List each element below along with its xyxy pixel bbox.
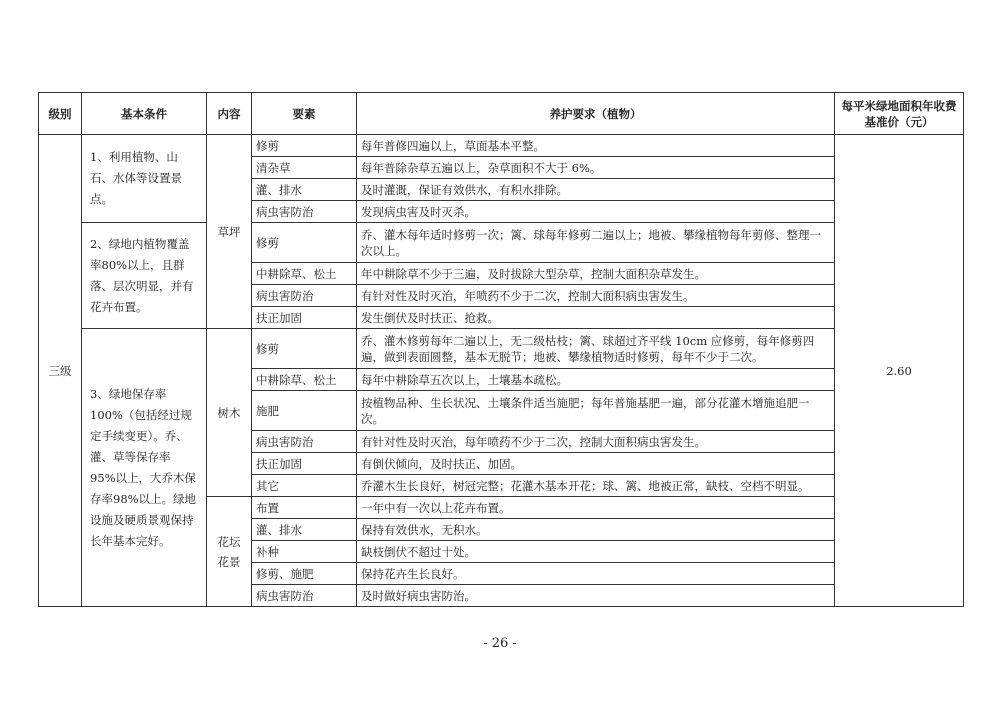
page-number: - 26 - [483,636,517,651]
element-cell: 中耕除草、松土 [252,369,357,391]
element-cell: 病虫害防治 [252,585,357,607]
element-cell: 中耕除草、松土 [252,263,357,285]
element-cell: 修剪 [252,329,357,369]
element-cell: 修剪 [252,135,357,157]
condition-1: 1、利用植物、山石、水体等设置景点。 [82,135,207,223]
requirement-cell: 每年中耕除草五次以上，土壤基本疏松。 [357,369,835,391]
header-price: 每平米绿地面积年收费基准价（元） [835,93,964,135]
requirement-cell: 一年中有一次以上花卉布置。 [357,497,835,519]
element-cell: 修剪、施肥 [252,563,357,585]
requirement-cell: 及时做好病虫害防治。 [357,585,835,607]
element-cell: 清杂草 [252,157,357,179]
requirement-cell: 及时灌溉，保证有效供水，有积水排除。 [357,179,835,201]
element-cell: 扶正加固 [252,307,357,329]
header-element: 要素 [252,93,357,135]
table-row [39,135,964,157]
requirement-cell: 发生倒伏及时扶正、抢救。 [357,307,835,329]
element-cell: 病虫害防治 [252,431,357,453]
header-requirement: 养护要求（植物） [357,93,835,135]
header-content: 内容 [207,93,252,135]
requirement-cell: 有针对性及时灭治，每年喷药不少于二次，控制大面积病虫害发生。 [357,431,835,453]
requirement-cell: 按植物品种、生长状况、土壤条件适当施肥；每年普施基肥一遍，部分花灌木增施追肥一次。 [357,391,835,431]
group-lawn: 草坪 [207,135,252,329]
header-row [39,93,964,135]
requirement-cell: 乔、灌木每年适时修剪一次；篱、球每年修剪二遍以上；地被、攀缘植物每年剪修、整理一次以上。 [357,223,835,263]
condition-2: 2、绿地内植物覆盖率80%以上，且群落、层次明显，并有花卉布置。 [82,223,207,329]
requirement-cell: 年中耕除草不少于三遍，及时拔除大型杂草，控制大面积杂草发生。 [357,263,835,285]
requirement-cell: 保持花卉生长良好。 [357,563,835,585]
element-cell: 补种 [252,541,357,563]
requirement-cell: 乔灌木生长良好，树冠完整；花灌木基本开花；球、篱、地被正常，缺枝、空档不明显。 [357,475,835,497]
maintenance-standard-table [38,92,964,607]
table-row [39,329,964,369]
table-row [39,223,964,263]
requirement-cell: 每年普除杂草五遍以上，杂草面积不大于 6%。 [357,157,835,179]
condition-3: 3、绿地保存率100%（包括经过规定手续变更）。乔、灌、草等保存率 95%以上，大乔木保存率98%以上。绿地设施及硬质景观保持长年基本完好。 [82,329,207,607]
price-cell: 2.60 [835,135,964,607]
element-cell: 病虫害防治 [252,285,357,307]
group-trees: 树木 [207,329,252,497]
element-cell: 修剪 [252,223,357,263]
element-cell: 其它 [252,475,357,497]
requirement-cell: 保持有效供水，无积水。 [357,519,835,541]
requirement-cell: 有倒伏倾向，及时扶正、加固。 [357,453,835,475]
group-flowerbed-label: 花坛花景 [217,534,241,569]
header-basic-conditions: 基本条件 [82,93,207,135]
element-cell: 灌、排水 [252,179,357,201]
element-cell: 扶正加固 [252,453,357,475]
requirement-cell: 有针对性及时灭治，年喷药不少于二次，控制大面积病虫害发生。 [357,285,835,307]
level-cell: 三级 [39,135,82,607]
requirement-cell: 乔、灌木修剪每年二遍以上，无二级枯枝；篱、球超过齐平线 10cm 应修剪，每年修剪四遍，做到表面圆整，基本无脱节；地被、攀缘植物适时修剪，每年不少于二次。 [357,329,835,369]
element-cell: 灌、排水 [252,519,357,541]
element-cell: 施肥 [252,391,357,431]
requirement-cell: 发现病虫害及时灭杀。 [357,201,835,223]
requirement-cell: 每年普修四遍以上，草面基本平整。 [357,135,835,157]
group-flowerbed [207,497,252,607]
requirement-cell: 缺枝倒伏不超过十处。 [357,541,835,563]
element-cell: 布置 [252,497,357,519]
header-level: 级别 [39,93,82,135]
element-cell: 病虫害防治 [252,201,357,223]
